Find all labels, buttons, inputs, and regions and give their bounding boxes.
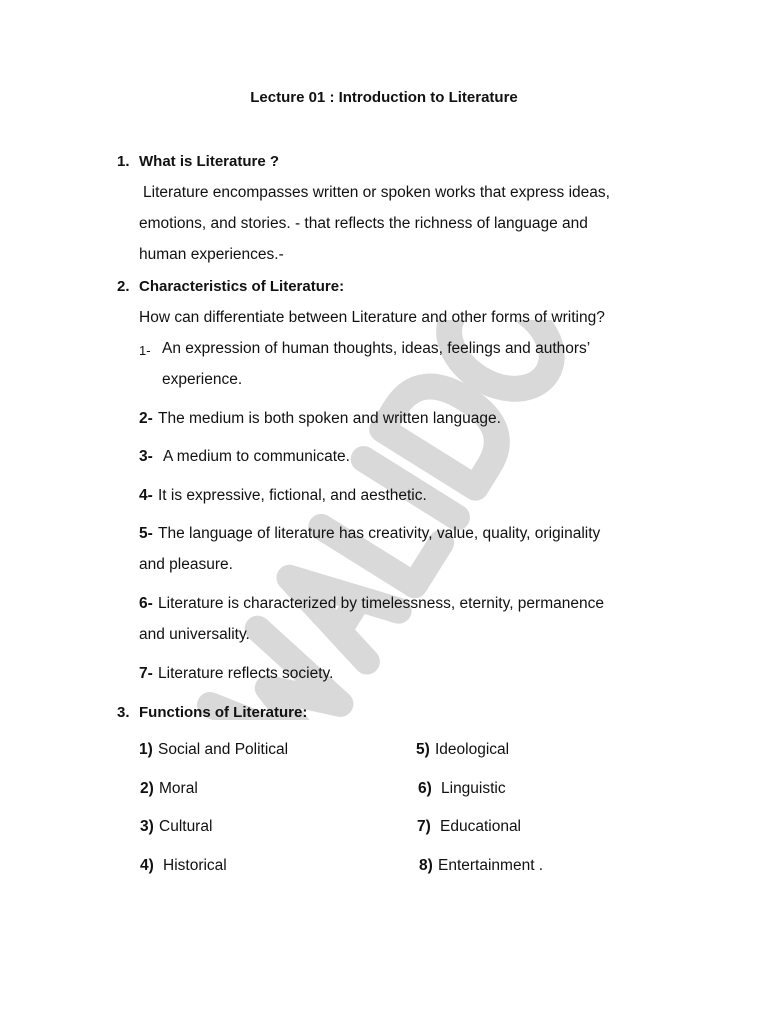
- function-label: Cultural: [159, 818, 213, 835]
- list-item-text: An expression of human thoughts, ideas, feelings and authors’: [162, 340, 591, 357]
- list-item-text: A medium to communicate.: [163, 448, 350, 465]
- section-number: 3.: [117, 704, 130, 721]
- function-number: 8): [419, 857, 433, 874]
- list-item-text: and universality.: [139, 626, 250, 643]
- function-label: Educational: [440, 818, 522, 835]
- function-number: 7): [417, 818, 431, 835]
- list-item-text: It is expressive, fictional, and aesthetic.: [158, 487, 427, 504]
- list-item-number: 4-: [139, 487, 153, 504]
- list-item-text: The language of literature has creativity, value, quality, originality: [158, 525, 601, 542]
- list-item-text: Literature reflects society.: [158, 665, 334, 682]
- list-item-text: experience.: [162, 371, 243, 388]
- function-number: 6): [418, 780, 432, 797]
- question-text: How can differentiate between Literature and other forms of writing?: [139, 309, 605, 326]
- section-heading: What is Literature ?: [139, 153, 280, 170]
- list-item-text: and pleasure.: [139, 556, 233, 573]
- function-number: 2): [140, 780, 154, 797]
- paragraph-line: emotions, and stories. - that reflects the richness of language and: [139, 215, 588, 232]
- function-label: Ideological: [435, 741, 510, 758]
- function-number: 3): [140, 818, 154, 835]
- list-item-number: 1-: [139, 343, 151, 358]
- function-label: Historical: [163, 857, 227, 874]
- section-heading: Functions of Literature:: [139, 704, 308, 721]
- function-label: Social and Political: [158, 741, 289, 758]
- function-label: Entertainment .: [438, 857, 544, 874]
- function-label: Linguistic: [441, 780, 506, 797]
- page-title: Lecture 01 : Introduction to Literature: [250, 89, 518, 106]
- list-item-number: 2-: [139, 410, 153, 427]
- paragraph-line: Literature encompasses written or spoken works that express ideas,: [143, 184, 610, 201]
- function-number: 1): [139, 741, 153, 758]
- list-item-number: 6-: [139, 595, 153, 612]
- list-item-number: 7-: [139, 665, 153, 682]
- function-number: 4): [140, 857, 154, 874]
- paragraph-line: human experiences.-: [139, 246, 284, 263]
- list-item-text: Literature is characterized by timelessness, eternity, permanence: [158, 595, 604, 612]
- list-item-number: 3-: [139, 448, 153, 465]
- function-number: 5): [416, 741, 430, 758]
- section-heading: Characteristics of Literature:: [139, 278, 345, 295]
- section-number: 1.: [117, 153, 130, 170]
- list-item-number: 5-: [139, 525, 153, 542]
- list-item-text: The medium is both spoken and written language.: [158, 410, 501, 427]
- section-number: 2.: [117, 278, 130, 295]
- function-label: Moral: [159, 780, 198, 797]
